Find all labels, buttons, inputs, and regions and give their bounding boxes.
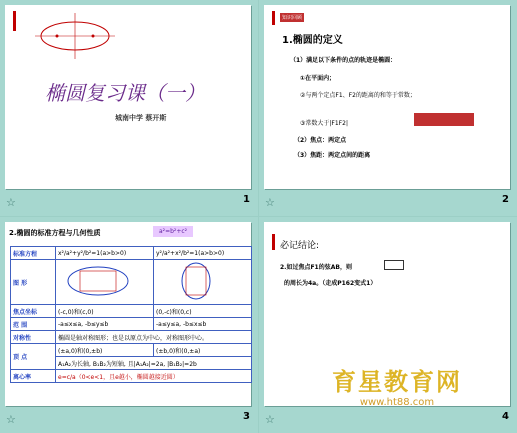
slide-thumb-2[interactable]	[259, 0, 517, 216]
row-header: 顶 点	[11, 344, 56, 370]
table-cell: (-c,0)和(c,0)	[56, 305, 154, 318]
watermark-logo	[332, 362, 462, 408]
table-row	[11, 305, 252, 318]
slide-number: 4	[502, 411, 509, 422]
table-cell: 椭圆是轴对称图形；也是以原点为中心，对称图形中心。	[56, 331, 252, 344]
table-cell: -a≤y≤a, -b≤x≤b	[154, 318, 252, 331]
slide-thumb-3[interactable]	[0, 217, 258, 433]
table-row	[11, 370, 252, 383]
table-row	[11, 260, 252, 305]
row-header: 对称性	[11, 331, 56, 344]
formula-box	[414, 113, 474, 126]
row-header: 焦点坐标	[11, 305, 56, 318]
accent-bar	[272, 234, 275, 250]
text-line: ①在平面内；	[300, 75, 336, 82]
accent-bar	[272, 11, 275, 25]
slide-thumb-1[interactable]	[0, 0, 258, 216]
slide-title: 椭圆复习课（一）	[45, 81, 205, 105]
slide-2	[264, 5, 510, 189]
star-icon: ☆	[6, 413, 16, 426]
text-line: （3）焦距：两定点间的距离	[294, 152, 371, 159]
star-icon: ☆	[265, 196, 275, 209]
table-cell: e=c/a（0<e<1，且e越小，椭圆越接近圆）	[56, 370, 252, 383]
table-cell: y²/a²+x²/b²=1(a>b>0)	[154, 247, 252, 260]
slide-number: 3	[243, 411, 250, 422]
accent-bar	[13, 11, 16, 31]
slide-author: 城南中学 蔡开斯	[115, 114, 167, 122]
slide-heading: 必记结论:	[280, 241, 320, 251]
slide-heading: 2.椭圆的标准方程与几何性质	[9, 229, 101, 237]
watermark-url: www.ht88.com	[359, 397, 435, 408]
section-tag: 知识回顾	[282, 15, 303, 21]
star-icon: ☆	[265, 413, 275, 426]
table-cell: (±a,0)和(0,±b)	[56, 344, 154, 357]
row-header: 图 形	[11, 260, 56, 305]
row-header: 范 围	[11, 318, 56, 331]
table-cell: (±b,0)和(0,±a)	[154, 344, 252, 357]
properties-table	[10, 246, 252, 383]
text-line: 2.如过焦点F1的弦AB，则	[280, 264, 352, 271]
table-row	[11, 344, 252, 357]
text-line: （1）满足以下条件的点的轨迹是椭圆：	[290, 57, 397, 64]
slide-heading: 1.椭圆的定义	[282, 35, 343, 46]
row-header: 离心率	[11, 370, 56, 383]
text-line: 的周长为4a。（走成P162变式1）	[284, 280, 377, 287]
table-cell: (0,-c)和(0,c)	[154, 305, 252, 318]
table-cell: A₁A₂为长轴, B₁B₂为短轴, 且|A₁A₂|=2a, |B₁B₂|=2b	[56, 357, 252, 370]
watermark-text: 育星教育网	[332, 367, 462, 396]
table-row	[11, 318, 252, 331]
triangle-figure	[384, 260, 404, 270]
row-header: 标准方程	[11, 247, 56, 260]
horizontal-ellipse-figure	[56, 260, 154, 305]
formula-note: a²=b²+c²	[153, 226, 193, 237]
slide-number: 1	[243, 194, 250, 205]
vertical-ellipse-figure	[154, 260, 252, 305]
slide-number: 2	[502, 194, 509, 205]
table-row	[11, 331, 252, 344]
table-cell: x²/a²+y²/b²=1(a>b>0)	[56, 247, 154, 260]
slide-1	[5, 5, 251, 189]
slide-3	[5, 222, 251, 406]
ellipse-diagram-icon	[35, 11, 115, 61]
text-line: （2）焦点：两定点	[294, 137, 347, 144]
table-row	[11, 247, 252, 260]
text-line: ③常数大于|F1F2|	[300, 120, 348, 127]
text-line: ②与两个定点F1、F2的距离的和等于常数；	[300, 92, 416, 99]
star-icon: ☆	[6, 196, 16, 209]
table-cell: -a≤x≤a, -b≤y≤b	[56, 318, 154, 331]
